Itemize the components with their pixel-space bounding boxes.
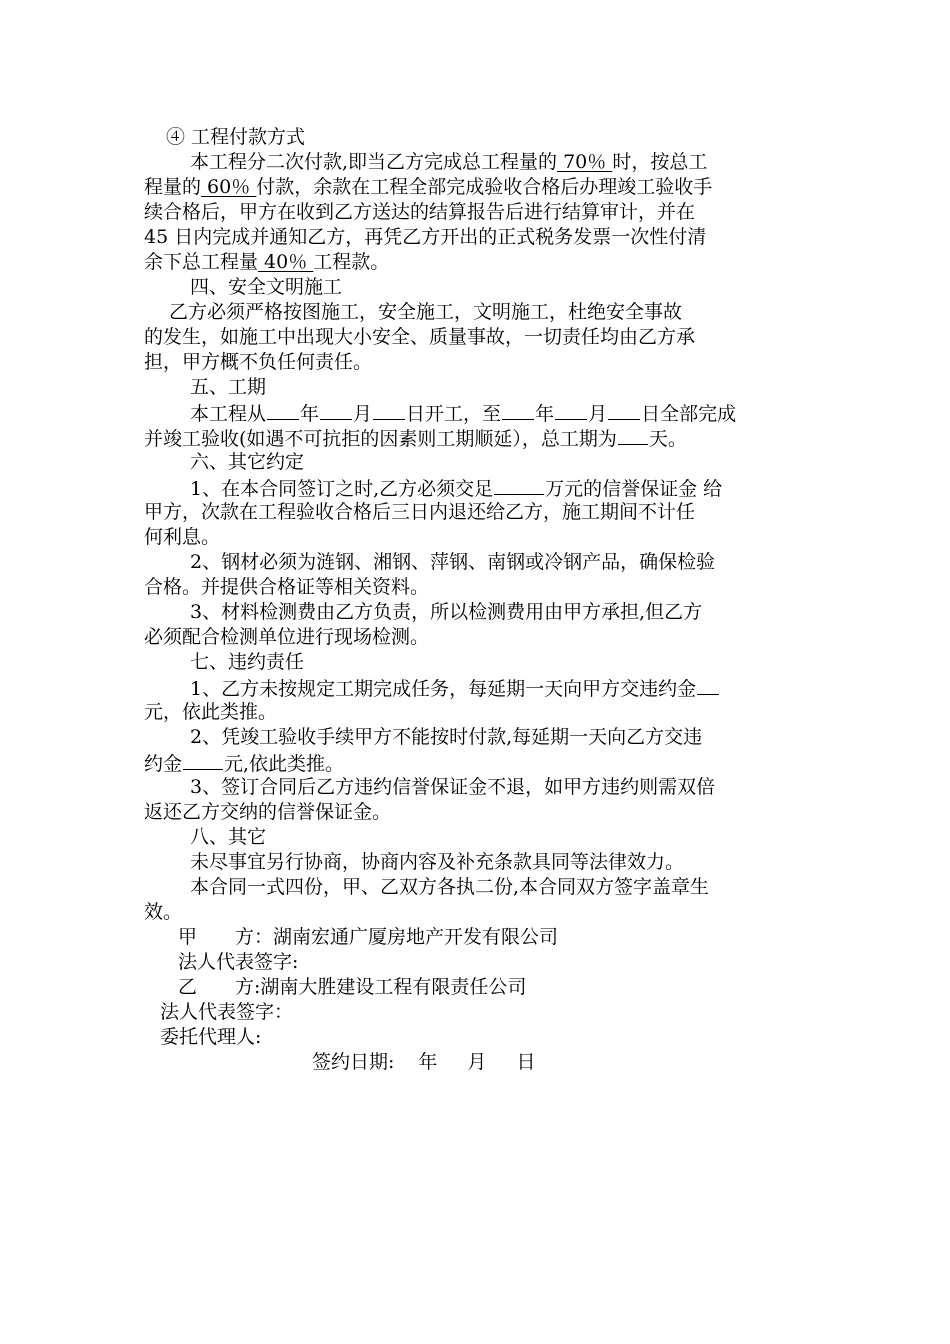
other-item-2-line-2: 合格。并提供合格证等相关资料。 bbox=[144, 576, 430, 598]
payment-line-5: 余下总工程量 40％ 工程款。 bbox=[144, 251, 390, 273]
blank-end-year[interactable] bbox=[502, 401, 534, 420]
period-line-2: 并竣工验收(如遇不可抗拒的因素则工期顺延），总工期为 天。 bbox=[144, 428, 687, 450]
other-heading: 六、其它约定 bbox=[190, 451, 305, 473]
safety-line-1: 乙方必须严格按图施工，安全施工，文明施工，杜绝安全事故 bbox=[169, 301, 683, 323]
agent-signature: 委托代理人: bbox=[160, 1026, 262, 1048]
party-b-name: 湖南大胜建设工程有限责任公司 bbox=[260, 976, 527, 998]
other-item-2-line-1: 2、钢材必须为涟钢、湘钢、萍钢、南钢或冷钢产品，确保检验 bbox=[190, 551, 716, 573]
party-a-rep-signature: 法人代表签字: bbox=[178, 951, 299, 973]
blank-start-month[interactable] bbox=[320, 401, 352, 420]
party-b-line: 乙 方:湖南大胜建设工程有限责任公司 bbox=[178, 976, 527, 998]
period-line-1: 本工程从 年 月 日开工，至 年 月 日全部完成 bbox=[190, 403, 737, 425]
payment-line-3: 续合格后，甲方在收到乙方送达的结算报告后进行结算审计，并在 bbox=[144, 201, 696, 223]
party-a-name: 湖南宏通广厦房地产开发有限公司 bbox=[273, 926, 559, 948]
safety-heading: 四、安全文明施工 bbox=[190, 276, 343, 298]
blank-end-day[interactable] bbox=[608, 401, 640, 420]
breach-item-2-line-1: 2、凭竣工验收手续甲方不能按时付款,每延期一天向乙方交违 bbox=[190, 726, 703, 748]
blank-penalty-a[interactable] bbox=[697, 676, 719, 695]
blank-deposit-amount[interactable] bbox=[494, 476, 544, 495]
other-item-3-line-1: 3、材料检测费由乙方负责，所以检测费用由甲方承担,但乙方 bbox=[190, 601, 703, 623]
signing-date: 签约日期: 年 月 日 bbox=[312, 1051, 536, 1073]
payment-line-1: 本工程分二次付款,即当乙方完成总工程量的 70％ 时，按总工 bbox=[190, 151, 708, 173]
party-a-label: 甲 bbox=[178, 926, 198, 948]
misc-line-1: 未尽事宜另行协商，协商内容及补充条款具同等法律效力。 bbox=[190, 851, 685, 873]
percent-40: 40％ bbox=[258, 251, 314, 273]
misc-line-3: 效。 bbox=[144, 901, 183, 923]
party-a-line: 甲 方：湖南宏通广厦房地产开发有限公司 bbox=[178, 926, 559, 948]
payment-heading: ④ 工程付款方式 bbox=[166, 126, 306, 148]
blank-start-year[interactable] bbox=[267, 401, 299, 420]
payment-line-4: 45 日内完成并通知乙方，再凭乙方开出的正式税务发票一次性付清 bbox=[144, 226, 707, 248]
breach-item-1-line-2: 元，依此类推。 bbox=[144, 701, 278, 723]
blank-start-day[interactable] bbox=[373, 401, 405, 420]
other-item-1-line-1: 1、在本合同签订之时,乙方必须交足 万元的信誉保证金 给 bbox=[190, 478, 723, 500]
payment-line-2: 程量的 60％ 付款，余款在工程全部完成验收合格后办理竣工验收手 bbox=[144, 176, 713, 198]
percent-60: 60％ bbox=[201, 176, 257, 198]
breach-heading: 七、违约责任 bbox=[190, 651, 305, 673]
blank-total-days[interactable] bbox=[618, 426, 648, 445]
percent-70: 70％ bbox=[557, 151, 613, 173]
other-item-1-line-2: 甲方，次款在工程验收合格后三日内退还给乙方，施工期间不计任 bbox=[144, 501, 696, 523]
party-b-label: 乙 bbox=[178, 976, 198, 998]
blank-penalty-b[interactable] bbox=[183, 751, 223, 770]
breach-item-3-line-1: 3、签订合同后乙方违约信誉保证金不退，如甲方违约则需双倍 bbox=[190, 776, 716, 798]
misc-heading: 八、其它 bbox=[190, 826, 267, 848]
other-item-3-line-2: 必须配合检测单位进行现场检测。 bbox=[144, 626, 430, 648]
breach-item-1-line-1: 1、乙方未按规定工期完成任务，每延期一天向甲方交违约金 bbox=[190, 676, 720, 700]
misc-line-2: 本合同一式四份，甲、乙双方各执二份,本合同双方签字盖章生 bbox=[190, 876, 710, 898]
breach-item-2-line-2: 约金 元,依此类推。 bbox=[144, 753, 345, 775]
other-item-1-line-3: 何利息。 bbox=[144, 526, 221, 548]
safety-line-2: 的发生，如施工中出现大小安全、质量事故，一切责任均由乙方承 bbox=[144, 326, 696, 348]
party-b-rep-signature: 法人代表签字： bbox=[160, 1001, 294, 1023]
breach-item-3-line-2: 返还乙方交纳的信誉保证金。 bbox=[144, 801, 392, 823]
period-heading: 五、工期 bbox=[190, 376, 267, 398]
blank-end-month[interactable] bbox=[555, 401, 587, 420]
safety-line-3: 担，甲方概不负任何责任。 bbox=[144, 351, 373, 373]
